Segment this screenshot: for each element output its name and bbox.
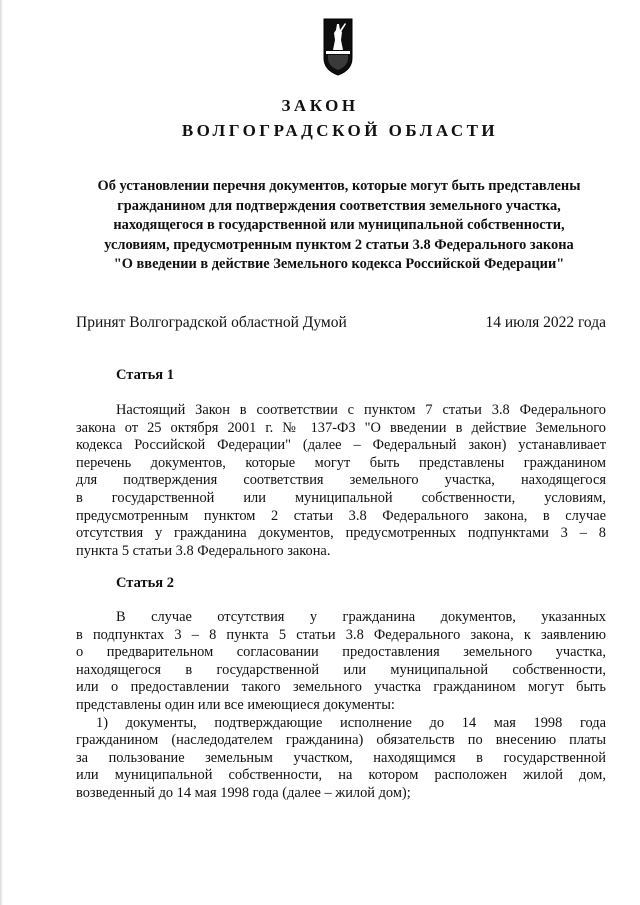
- title-line: находящегося в государственной или муниципальной собственности,: [113, 217, 565, 234]
- text-line: о предварительном согласовании предоставления земельного участка,: [76, 644, 606, 661]
- text-line: гражданином (наследодателем гражданина) обязательств по внесению платы: [76, 732, 606, 749]
- text-line: пункта 5 статьи 3.8 Федерального закона.: [76, 542, 331, 559]
- title-line: "О введении в действие Земельного кодекса Российской Федерации": [113, 256, 565, 273]
- adopted-date: 14 июля 2022 года: [485, 314, 606, 331]
- text-line: Настоящий Закон в соответствии с пунктом 7 статьи 3.8 Федерального: [116, 402, 606, 418]
- text-line: предусмотренным пунктом 2 статьи 3.8 Федерального закона, в случае: [76, 507, 606, 524]
- title-line: Об установлении перечня документов, которые могут быть представлены: [97, 178, 581, 194]
- text-line: В случае отсутствия у гражданина документов, указанных: [116, 609, 606, 625]
- title-line: гражданином для подтверждения соответствия земельного участка,: [117, 197, 561, 214]
- title-line: условиям, предусмотренным пунктом 2 статьи 3.8 Федерального закона: [104, 236, 574, 253]
- law-type-heading: ЗАКОН: [281, 96, 359, 115]
- article-2-heading: Статья 2: [116, 575, 174, 591]
- text-line: для подтверждения соответствия земельного участка, находящегося: [76, 472, 606, 489]
- text-line: закона от 25 октября 2001 г. № 137-ФЗ "О введении в действие Земельного: [76, 419, 606, 436]
- text-line: находящегося в государственной или муниципальной собственности,: [76, 661, 606, 678]
- adopted-by: Принят Волгоградской областной Думой: [76, 314, 347, 331]
- text-line: возведенный до 14 мая 1998 года (далее – жилой дом);: [76, 784, 411, 801]
- text-line: в государственной или муниципальной собственности, условиям,: [76, 489, 606, 506]
- law-title: [72, 177, 606, 275]
- text-line: представлены один или все имеющиеся документы:: [76, 696, 395, 713]
- text-line: в подпунктах 3 – 8 пункта 5 статьи 3.8 Федерального закона, к заявлению: [76, 626, 606, 643]
- region-heading: ВОЛГОГРАДСКОЙ ОБЛАСТИ: [181, 121, 499, 140]
- text-line: кодекса Российской Федерации" (далее – Федеральный закон) устанавливает: [76, 437, 606, 454]
- text-line: отсутствия у гражданина документов, предусмотренных подпунктами 3 – 8: [76, 525, 606, 542]
- article-1-text: [76, 402, 606, 560]
- article-2-text: [76, 609, 606, 803]
- text-line: или муниципальной собственности, на котором расположен жилой дом,: [76, 767, 606, 784]
- text-line: или о предоставлении такого земельного участка гражданином могут быть: [76, 679, 606, 696]
- text-line: за пользование земельным участком, находящимся в государственной: [76, 749, 606, 766]
- text-line: перечень документов, которые могут быть представлены гражданином: [76, 454, 606, 471]
- article-1-heading: Статья 1: [116, 367, 174, 383]
- coat-of-arms-icon: [323, 18, 353, 76]
- list-item-line: 1) документы, подтверждающие исполнение до 14 мая 1998 года: [96, 714, 606, 731]
